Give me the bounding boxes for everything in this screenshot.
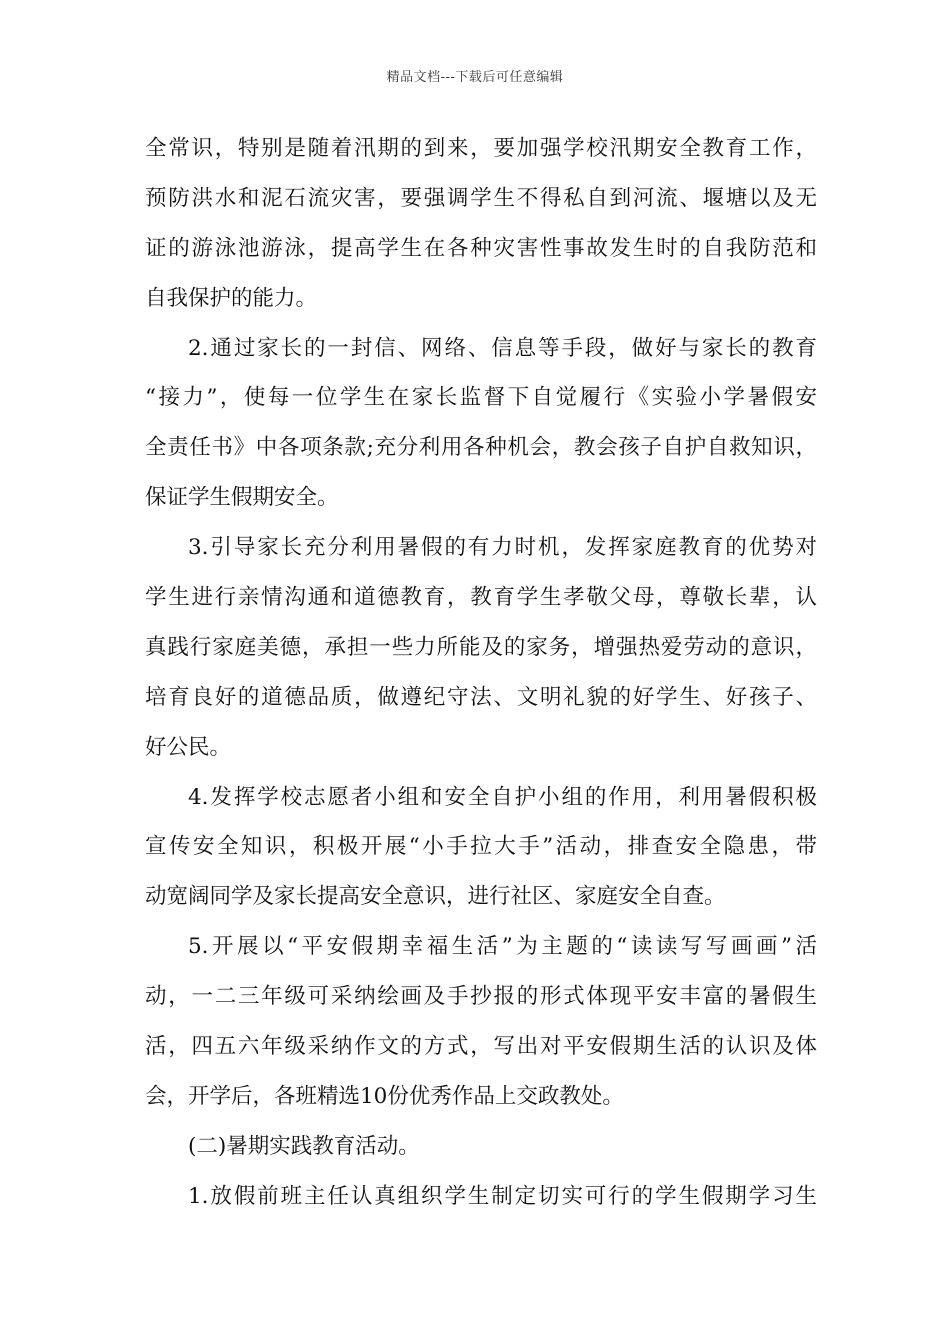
page-header: 精品文档---下载后可任意编辑 xyxy=(386,70,564,85)
paragraph-first-line: 2.通过家长的一封信、网络、信息等手段，做好与家长的教育 xyxy=(188,335,817,361)
text-line: 会，开学后，各班精选10份优秀作品上交政教处。 xyxy=(145,1083,624,1109)
section-heading: (二)暑期实践教育活动。 xyxy=(188,1133,420,1159)
text-line: 学生进行亲情沟通和道德教育，教育学生孝敬父母，尊敬长辈，认 xyxy=(145,585,817,611)
text-line: 好公民。 xyxy=(145,734,232,760)
text-line: 动，一二三年级可采纳绘画及手抄报的形式体现平安丰富的暑假生 xyxy=(145,984,817,1010)
text-line: 活，四五六年级采纳作文的方式，写出对平安假期生活的认识及体 xyxy=(145,1034,817,1060)
paragraph-first-line: 5.开展以“平安假期幸福生活”为主题的“读读写写画画”活 xyxy=(188,934,817,960)
text-line: 宣传安全知识，积极开展“小手拉大手”活动，排查安全隐患，带 xyxy=(145,834,817,860)
text-line: 培育良好的道德品质，做遵纪守法、文明礼貌的好学生、好孩子、 xyxy=(145,684,817,710)
text-line: 自我保护的能力。 xyxy=(145,285,318,311)
text-line: 全常识，特别是随着汛期的到来，要加强学校汛期安全教育工作， xyxy=(145,136,817,161)
text-line: 保证学生假期安全。 xyxy=(145,485,339,511)
text-line: 预防洪水和泥石流灾害，要强调学生不得私自到河流、堰塘以及无 xyxy=(145,185,817,211)
paragraph-first-line: 3.引导家长充分利用暑假的有力时机，发挥家庭教育的优势对 xyxy=(188,535,817,561)
text-line: 动宽阔同学及家长提高安全意识，进行社区、家庭安全自查。 xyxy=(145,884,726,910)
paragraph-first-line: 1.放假前班主任认真组织学生制定切实可行的学生假期学习生 xyxy=(188,1183,817,1209)
text-line: 证的游泳池游泳，提高学生在各种灾害性事故发生时的自我防范和 xyxy=(145,235,817,261)
text-line: “接力”，使每一位学生在家长监督下自觉履行《实验小学暑假安 xyxy=(145,385,817,411)
text-line: 全责任书》中各项条款;充分利用各种机会，教会孩子自护自救知识， xyxy=(145,435,817,461)
text-line: 真践行家庭美德，承担一些力所能及的家务，增强热爱劳动的意识， xyxy=(145,634,817,660)
paragraph-first-line: 4.发挥学校志愿者小组和安全自护小组的作用，利用暑假积极 xyxy=(188,784,817,810)
document-body xyxy=(145,124,817,1222)
